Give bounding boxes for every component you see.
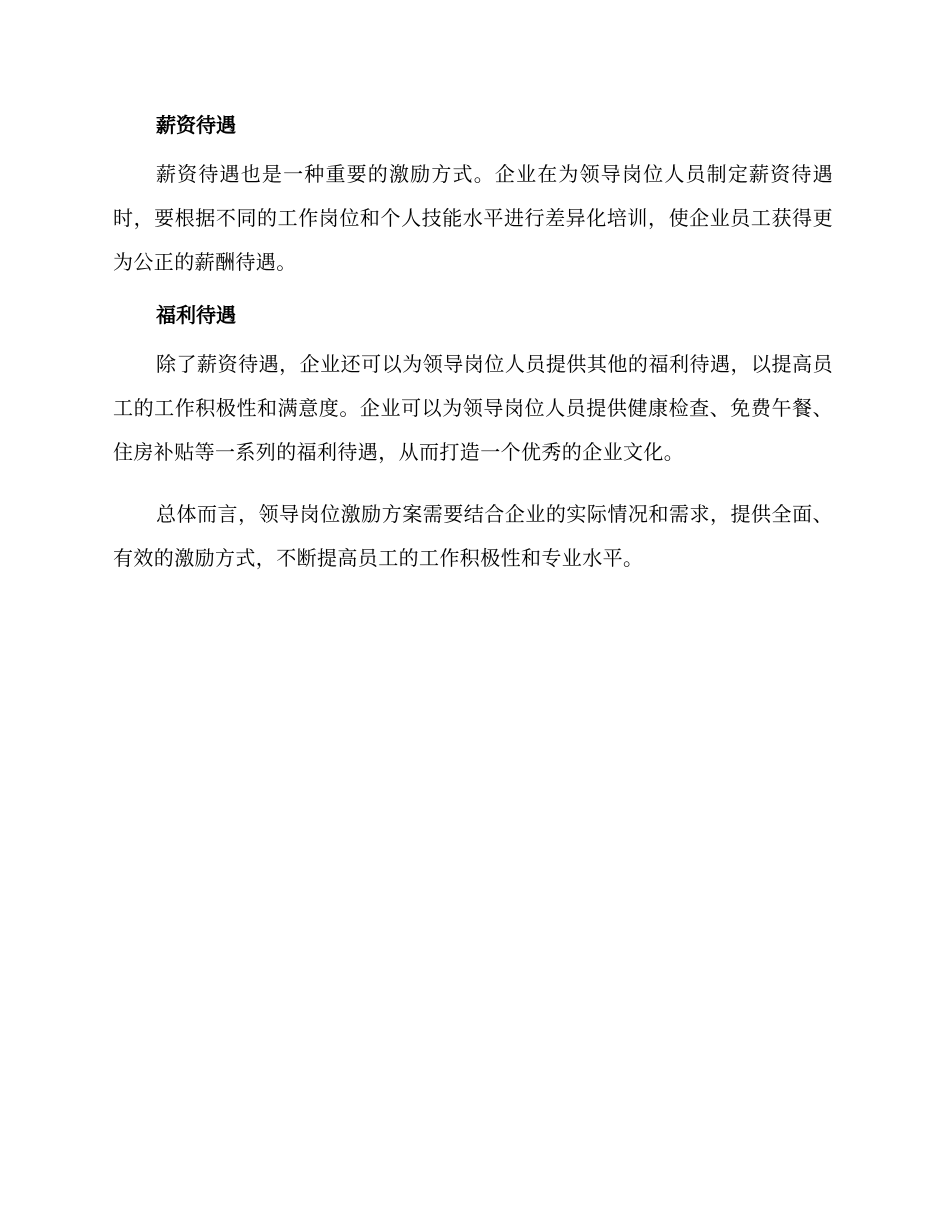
section-heading-salary: 薪资待遇 bbox=[156, 113, 236, 137]
document-page bbox=[113, 110, 833, 596]
section-paragraph-benefits: 除了薪资待遇，企业还可以为领导岗位人员提供其他的福利待遇，以提高员工的工作积极性和满意度。企业可以为领导岗位人员提供健康检查、免费午餐、住房补贴等一系列的福利待遇，从而打造一个优秀的企业文化。 bbox=[113, 352, 833, 464]
section-paragraph-salary: 薪资待遇也是一种重要的激励方式。企业在为领导岗位人员制定薪资待遇时，要根据不同的工作岗位和个人技能水平进行差异化培训，使企业员工获得更为公正的薪酬待遇。 bbox=[113, 162, 833, 274]
conclusion-paragraph: 总体而言，领导岗位激励方案需要结合企业的实际情况和需求，提供全面、有效的激励方式，不断提高员工的工作积极性和专业水平。 bbox=[113, 502, 833, 570]
section-heading-benefits: 福利待遇 bbox=[156, 303, 236, 327]
